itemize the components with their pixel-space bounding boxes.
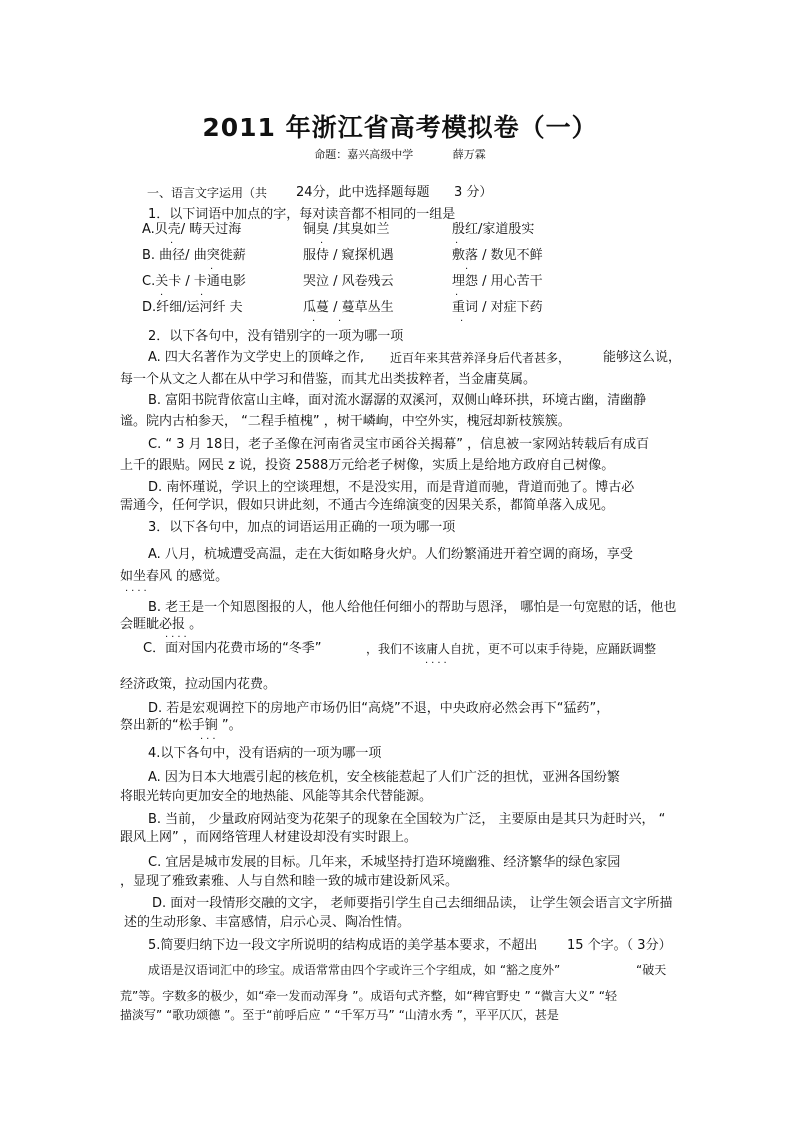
- q4-option-b-line2: 跟风上网” ，而网络管理人材建设却没有实时跟上。: [120, 830, 417, 845]
- q3-option-b-line2: 会睚眦必报 。: [120, 617, 203, 632]
- q1-option-a-1: A.贝壳/ 畴天过海: [142, 222, 242, 237]
- emphasis-dots: ·: [210, 264, 217, 275]
- section-heading-part1: 一、语言文字运用（共: [147, 186, 268, 200]
- question-4-stem: 4.以下各句中，没有语病的一项为哪一项: [148, 746, 382, 761]
- emphasis-dots: ····: [425, 658, 450, 669]
- q2-option-b-line2: 谧。院内古柏参天， “二程手植槐” ，树干嶙峋，中空外实，槐冠却新枝簇簇。: [120, 414, 571, 429]
- q4-option-b-line1: B. 当前， 少量政府网站变为花架子的现象在全国较为广泛， 主要原由是其只为赶时兴， “: [148, 812, 666, 827]
- section-heading-part2: 24分，此中选择题每题: [296, 185, 430, 200]
- q3-option-c-line1a: C．面对国内花费市场的“冬季”: [143, 641, 322, 656]
- emphasis-dots: ·: [455, 290, 462, 301]
- q2-option-d-line1: D. 南怀瑾说，学识上的空谈理想，不是没实用，而是背道而驰，背道而弛了。博古必: [148, 480, 635, 495]
- q4-option-c-line1: C. 宜居是城市发展的目标。几年来，禾城坚持打造环境幽雅、经济繁华的绿色家园: [148, 855, 621, 870]
- emphasis-dots: ·: [465, 264, 472, 275]
- question-3-stem: 3．以下各句中，加点的词语运用正确的一项为哪一项: [148, 520, 456, 535]
- emphasis-dots: ·: [338, 316, 345, 327]
- emphasis-dots: ·: [312, 316, 319, 327]
- emphasis-dots: ····: [125, 586, 150, 597]
- q2-option-d-line2: 需通今，任何学识，假如只讲此刻，不通古今连绵演变的因果关系，都简单落入成见。: [120, 498, 615, 513]
- q2-option-a-line1b: 近百年来其营养泽身后代者甚多，: [390, 351, 571, 365]
- author-line: [0, 146, 800, 162]
- q2-option-b-line1: B. 富阳书院背依富山主峰，面对流水潺潺的双溪河，双侧山峰环拱，环境古幽，清幽静: [148, 393, 647, 408]
- emphasis-dots: ·: [320, 238, 327, 249]
- author-name: 薛万霖: [452, 148, 486, 161]
- section-heading-part3: 3 分）: [454, 185, 493, 200]
- q1-option-a-2: 铜臭 /其臭如兰: [303, 222, 390, 237]
- question-5-stem-b: 15 个字。（ 3分）: [567, 938, 672, 953]
- q4-option-a-line2: 将眼光转向更加安全的地热能、风能等其余代替能源。: [120, 789, 433, 804]
- question-5-stem-a: 5.简要归纳下边一段文字所说明的结构成语的美学基本要求，不超出: [148, 938, 538, 953]
- q3-option-a-line2: 如坐春风 的感觉。: [120, 569, 229, 584]
- page-title: 2011 年浙江省高考模拟卷（一）: [202, 113, 598, 142]
- q4-option-d-line2: 述的生动形象、丰富感情，启示心灵、陶冶性情。: [124, 915, 411, 930]
- q1-option-b-1: B. 曲径/ 曲突徙薪: [142, 248, 246, 263]
- q1-option-b-3: 敷落 / 数见不鲜: [452, 248, 543, 263]
- q1-option-a-3: 殷红/家道殷实: [452, 222, 535, 237]
- q2-option-a-line1c: 能够这么说，: [603, 350, 682, 365]
- emphasis-dots: ·: [455, 238, 462, 249]
- q2-option-c-line2: 上千的跟贴。网民 z 说，投资 2588万元给老子树像，实质上是给地方政府自己树像。: [120, 458, 615, 473]
- q1-option-b-2: 服侍 / 窥探机遇: [303, 248, 394, 263]
- q1-option-d-2: 瓜蔓 / 蔓草丛生: [303, 300, 394, 315]
- q4-option-c-line2: ，显现了雅致素雅、人与自然和睦一致的城市建设新风采。: [120, 874, 459, 889]
- q2-option-c-line1: C. “ 3 月 18日，老子圣像在河南省灵宝市函谷关揭幕” ，信息被一家网站转载后有成百: [148, 437, 650, 452]
- question-2-stem: 2．以下各句中，没有错别字的一项为哪一项: [148, 329, 404, 344]
- question-1-stem: 1．以下词语中加点的字，每对读音都不相同的一组是: [148, 207, 456, 222]
- emphasis-dots: ·: [170, 238, 177, 249]
- q4-option-d-line1: D. 面对一段情形交融的文字， 老师要指引学生自己去细细品读， 让学生领会语言文字所描: [152, 896, 673, 911]
- q1-option-d-1: D.纤细/运河纤 夫: [142, 300, 243, 315]
- q2-option-a-line2: 每一个从文之人都在从中学习和借鉴，而其尤出类拔粹者，当金庸莫属。: [120, 372, 537, 387]
- q5-passage-line1b: “破天: [636, 963, 667, 977]
- q3-option-a-line1: A. 八月，杭城遭受高温，走在大街如略身火炉。人们纷繁涌进开着空调的商场，享受: [148, 547, 633, 562]
- q1-option-c-3: 埋怨 / 用心苦干: [452, 274, 543, 289]
- q3-option-c-line2: 经济政策，拉动国内花费。: [120, 677, 277, 692]
- q1-option-c-2: 哭泣 / 风卷残云: [303, 274, 394, 289]
- emphasis-dots: ·: [200, 290, 207, 301]
- q5-passage-line3: 描淡写” “歌功颂德 ”。至于“前呼后应 ” “千军万马” “山清水秀 ”，平平仄仄，甚是: [120, 1008, 559, 1022]
- q5-passage-line2: 荒”等。字数多的极少，如“牵一发而动浑身 ”。成语句式齐整，如“稗官野史 ” “微言大义” “轻: [120, 989, 617, 1003]
- q3-option-d-line1: D. 若是宏观调控下的房地产市场仍旧“高烧”不退，中央政府必然会再下“猛药”，: [148, 701, 610, 716]
- q2-option-a-line1a: A. 四大名著作为文学史上的顶峰之作,: [148, 350, 365, 365]
- q4-option-a-line1: A. 因为日本大地震引起的核危机，安全核能惹起了人们广泛的担忧，亚洲各国纷繁: [148, 770, 620, 785]
- emphasis-dots: ····: [165, 632, 190, 643]
- emphasis-dots: ···: [200, 734, 219, 745]
- emphasis-dots: ·: [160, 290, 167, 301]
- q3-option-c-line1c: ，更不可以束手待毙，应踊跃调整: [476, 642, 657, 656]
- author-school: 命题：嘉兴高级中学: [314, 148, 414, 161]
- q3-option-c-line1b: ，我们不该庸人自扰: [366, 642, 475, 656]
- q1-option-d-3: 重词 / 对症下药: [452, 300, 543, 315]
- q1-option-c-1: C.关卡 / 卡通电影: [142, 274, 246, 289]
- q5-passage-line1a: 成语是汉语词汇中的珍宝。成语常常由四个字或许三个字组成，如 “豁之度外”: [148, 963, 561, 977]
- q3-option-b-line1: B. 老王是一个知恩图报的人，他人给他任何细小的帮助与恩泽， 哪怕是一句宽慰的话，他也: [148, 600, 677, 615]
- q3-option-d-line2: 祭出新的“松手锏 ”。: [120, 718, 242, 733]
- emphasis-dots: ·: [460, 316, 467, 327]
